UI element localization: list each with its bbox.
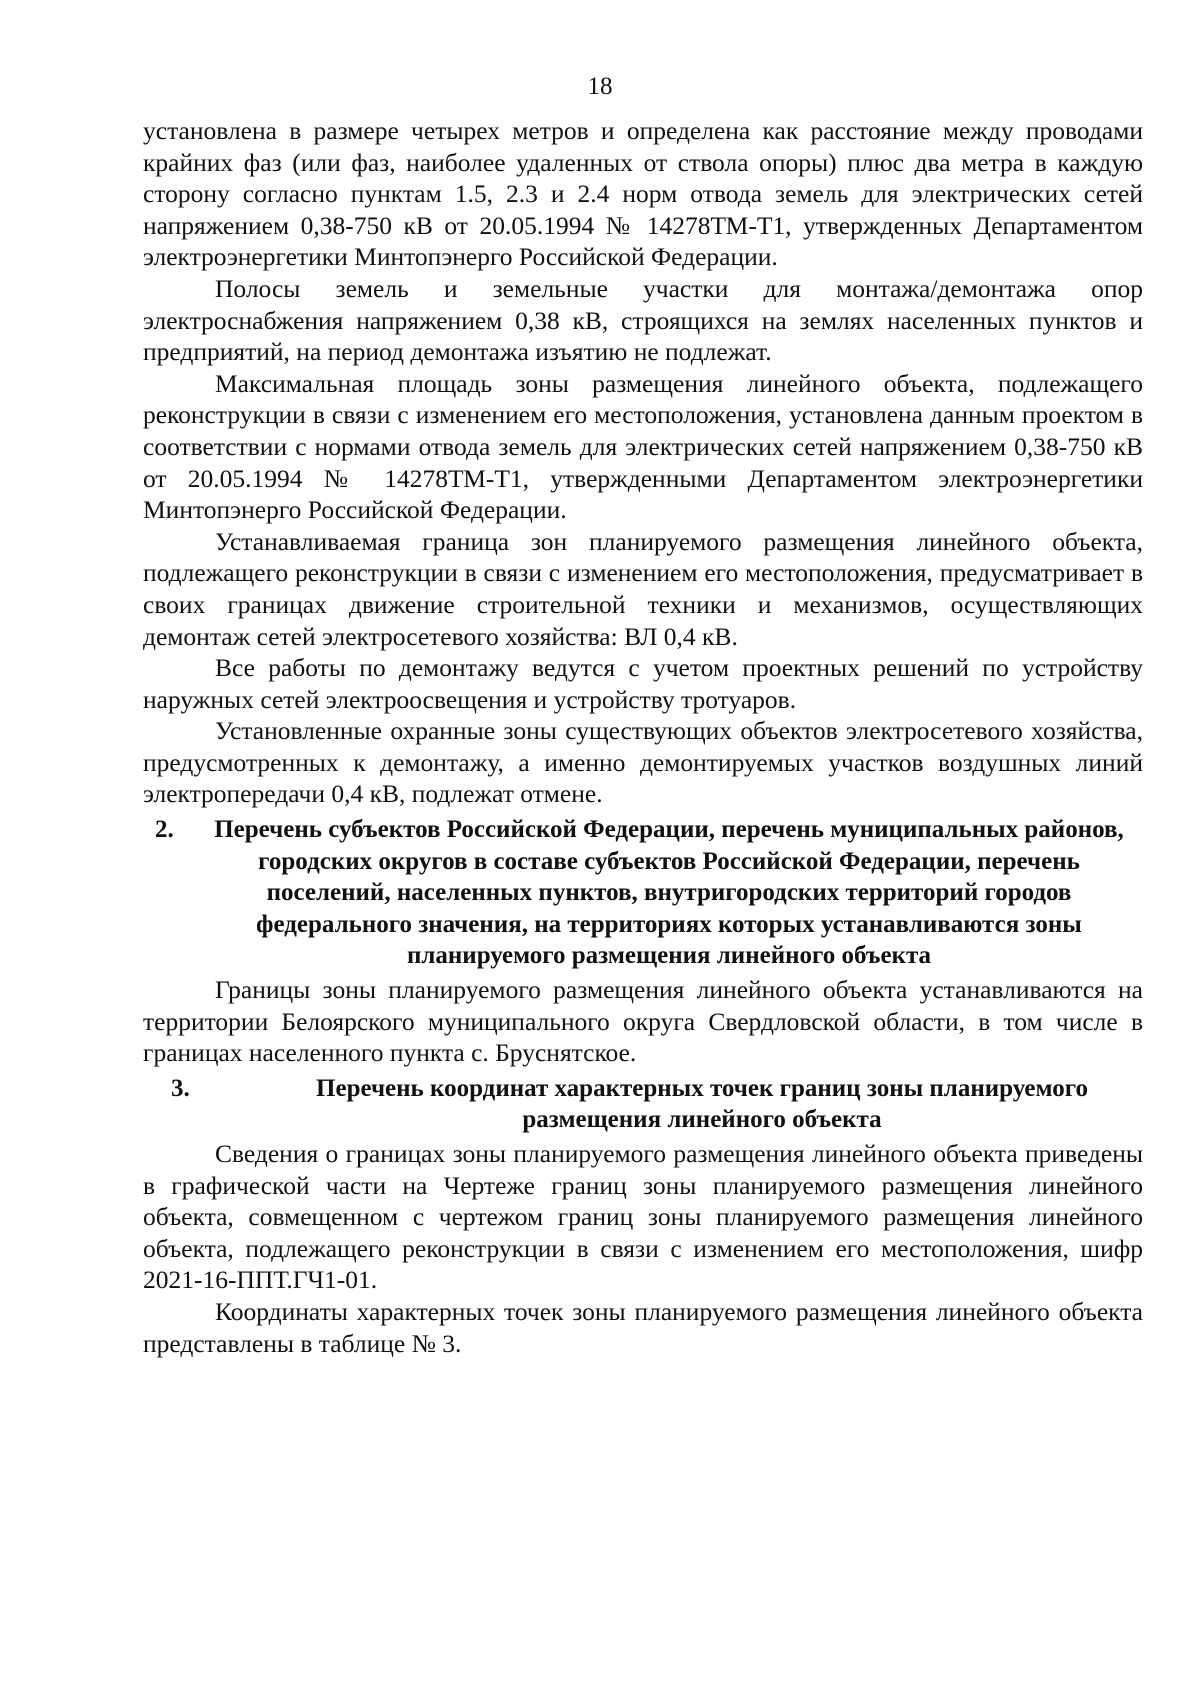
paragraph: Максимальная площадь зоны размещения линейного объекта, подлежащего реконструкции в связи с изменением его местоположения, установлена данным проектом в соответствии с нормами отвода земель для электрических сетей напряжением 0,38-750 кВ от 20.05.1994 № 14278ТМ-Т1, утвержденными Департаментом электроэнергетики Минтопэнерго Российской Федерации.	[143, 368, 1143, 525]
paragraph: Все работы по демонтажу ведутся с учетом проектных решений по устройству наружных сетей электроосвещения и устройству тротуаров.	[143, 653, 1143, 714]
section-3-paragraph: Координаты характерных точек зоны планируемого размещения линейного объекта представлены в таблице № 3.	[143, 1296, 1143, 1358]
paragraph: Полосы земель и земельные участки для монтажа/демонтажа опор электроснабжения напряжением 0,38 кВ, строящихся на землях населенных пунктов и предприятий, на период демонтажа изъятию не подлежат.	[143, 273, 1143, 367]
paragraph: Установленные охранные зоны существующих объектов электросетевого хозяйства, предусмотренных к демонтажу, а именно демонтируемых участков воздушных линий электропередачи 0,4 кВ, подлежат отмене.	[143, 716, 1143, 809]
paragraph: установлена в размере четырех метров и определена как расстояние между проводами крайних фаз (или фаз, наиболее удаленных от ствола опоры) плюс два метра в каждую сторону согласно пунктам 1.5, 2.3 и 2.4 норм отвода земель для электрических сетей напряжением 0,38-750 кВ от 20.05.1994 № 14278ТМ-Т1, утвержденных Департаментом электроэнергетики Минтопэнерго Российской Федерации.	[143, 116, 1143, 272]
section-3-number: 3.	[171, 1074, 190, 1102]
section-2-number: 2.	[155, 816, 174, 844]
page-number: 18	[587, 73, 613, 100]
paragraph: Устанавливаемая граница зон планируемого размещения линейного объекта, подлежащего реконструкции в связи с изменением его местоположения, предусматривает в своих границах движение строительной техники и механизмов, осуществляющих демонтаж сетей электросетевого хозяйства: ВЛ 0,4 кВ.	[143, 526, 1143, 651]
section-3-title: Перечень координат характерных точек границ зоны планируемого размещения линейного объекта	[316, 1074, 1088, 1134]
section-3-heading	[143, 1073, 1143, 1136]
section-2-title: Перечень субъектов Российской Федерации, перечень муниципальных районов, городских округов в составе субъектов Российской Федерации, перечень поселений, населенных пунктов, внутригородских территорий городов федерального значения, на территориях которых устанавливаются зоны планируемого размещения линейного объекта	[214, 816, 1124, 970]
section-2-heading	[143, 814, 1143, 972]
section-2-paragraph: Границы зоны планируемого размещения линейного объекта устанавливаются на территории Белоярского муниципального округа Свердловской области, в том числе в границах населенного пункта с. Бруснятское.	[143, 975, 1143, 1068]
section-3-paragraph: Сведения о границах зоны планируемого размещения линейного объекта приведены в графической части на Чертеже границ зоны планируемого размещения линейного объекта, совмещенном с чертежом границ зоны планируемого размещения линейного объекта, подлежащего реконструкции в связи с изменением его местоположения, шифр 2021-16-ППТ.ГЧ1-01.	[143, 1139, 1143, 1295]
body-text	[143, 115, 1143, 1359]
